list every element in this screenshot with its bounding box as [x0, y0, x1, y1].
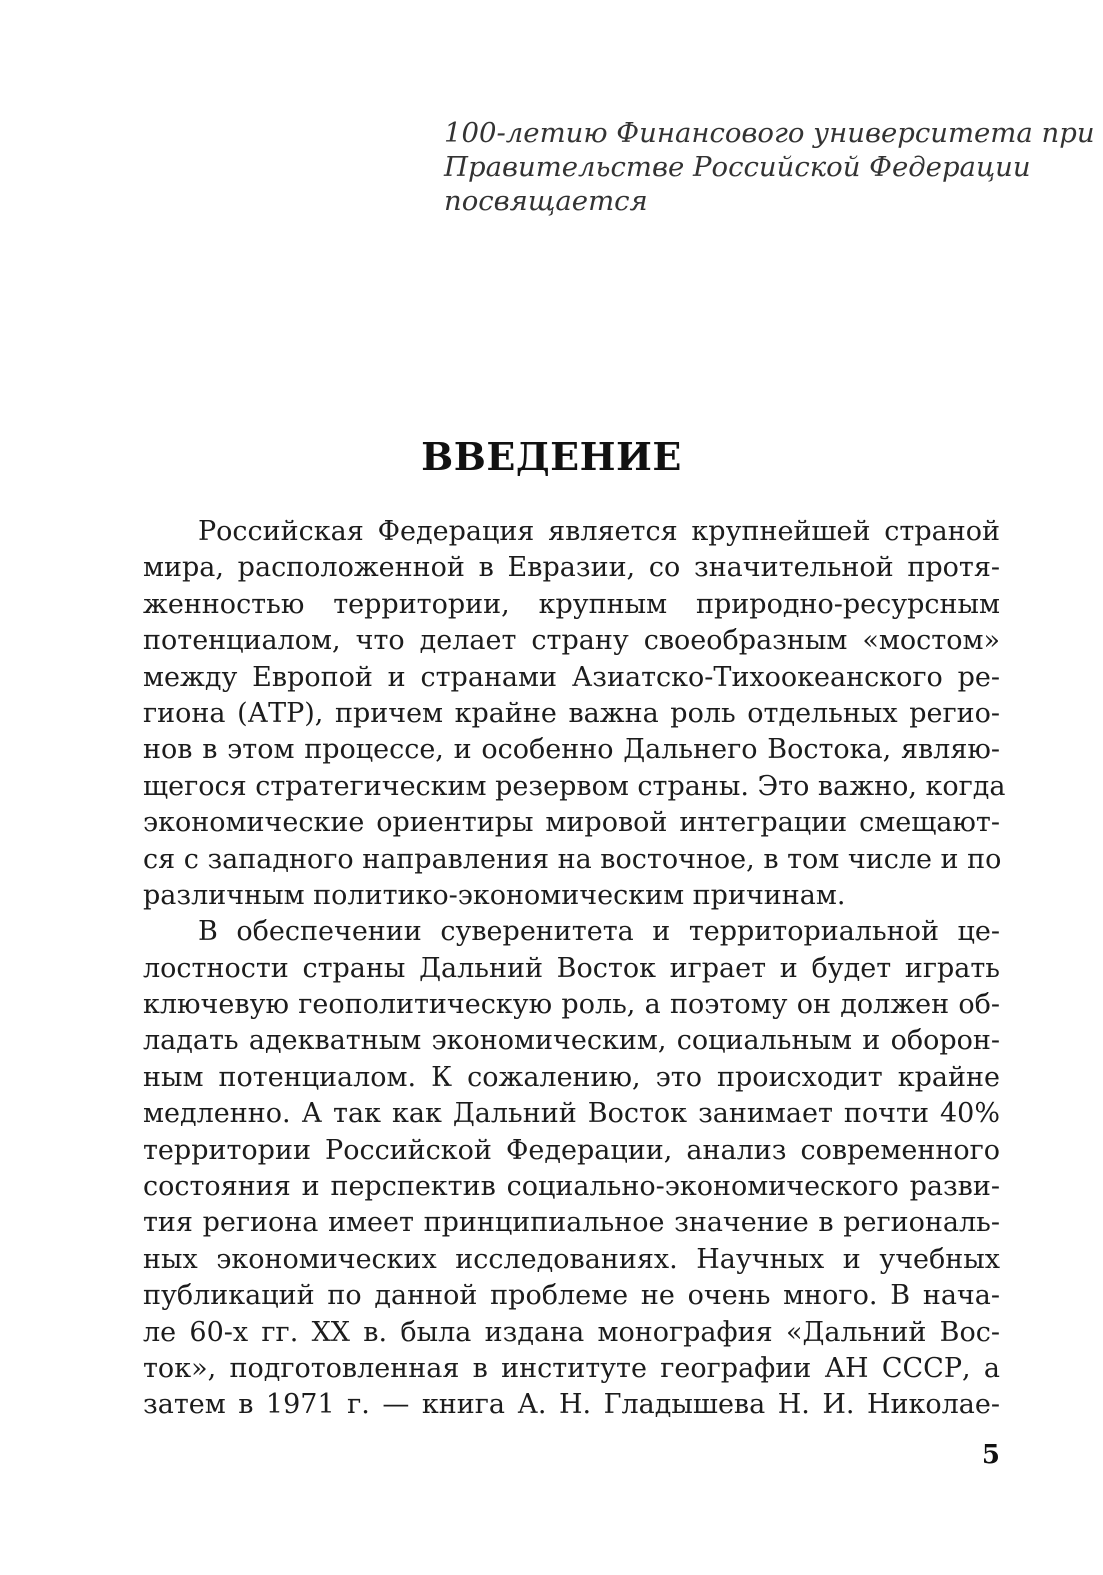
text-line: ключевую геополитическую роль, а поэтому он должен об- — [143, 989, 1000, 1021]
text-line: ток», подготовленная в институте географии АН СССР, а — [143, 1352, 1000, 1384]
text-line: женностью территории, крупным природно-ресурсным — [143, 588, 1000, 620]
text-line: мира, расположенной в Евразии, со значительной протя- — [143, 552, 1000, 584]
text-line: публикаций по данной проблеме не очень много. В нача- — [143, 1280, 1000, 1312]
chapter-heading: ВВЕДЕНИЕ — [421, 434, 682, 479]
text-line: экономические ориентиры мировой интеграции смещают- — [143, 807, 1000, 839]
text-line: между Европой и странами Азиатско-Тихоокеанского ре- — [143, 661, 1000, 693]
text-line: затем в 1971 г. — книга А. Н. Гладышева Н. И. Николае- — [143, 1389, 1000, 1421]
text-line: В обеспечении суверенитета и территориальной це- — [198, 916, 1000, 948]
text-line: ным потенциалом. К сожалению, это происходит крайне — [143, 1061, 1000, 1093]
page-number: 5 — [981, 1440, 1000, 1470]
text-line: медленно. А так как Дальний Восток занимает почти 40% — [143, 1098, 1000, 1130]
text-line: нов в этом процессе, и особенно Дальнего Востока, являю- — [143, 734, 1000, 766]
text-line: потенциалом, что делает страну своеобразным «мостом» — [143, 625, 1000, 657]
text-line: гиона (АТР), причем крайне важна роль отдельных регио- — [143, 697, 1000, 729]
body-text — [143, 514, 1006, 1424]
text-line: Российская Федерация является крупнейшей страной — [198, 516, 1000, 547]
text-line: лостности страны Дальний Восток играет и будет играть — [143, 952, 1000, 984]
dedication-line: посвящается — [444, 185, 648, 217]
text-line: ся с западного направления на восточное, в том числе и по — [143, 843, 1002, 875]
text-line: различным политико-экономическим причинам. — [143, 879, 846, 911]
dedication-epigraph — [444, 116, 1095, 218]
text-line: тия региона имеет принципиальное значение в региональ- — [143, 1207, 1000, 1239]
text-line: состояния и перспектив социально-экономического разви- — [143, 1171, 1000, 1203]
text-line: ных экономических исследованиях. Научных и учебных — [143, 1243, 1000, 1275]
dedication-line: Правительстве Российской Федерации — [444, 151, 1031, 183]
dedication-line: 100-летию Финансового университета при — [444, 117, 1095, 149]
text-line: ле 60-х гг. XX в. была издана монография «Дальний Вос- — [143, 1316, 1000, 1348]
text-line: территории Российской Федерации, анализ современного — [143, 1134, 1000, 1166]
text-line: ладать адекватным экономическим, социальным и оборон- — [143, 1025, 1000, 1057]
text-line: щегося стратегическим резервом страны. Это важно, когда — [143, 770, 1006, 802]
